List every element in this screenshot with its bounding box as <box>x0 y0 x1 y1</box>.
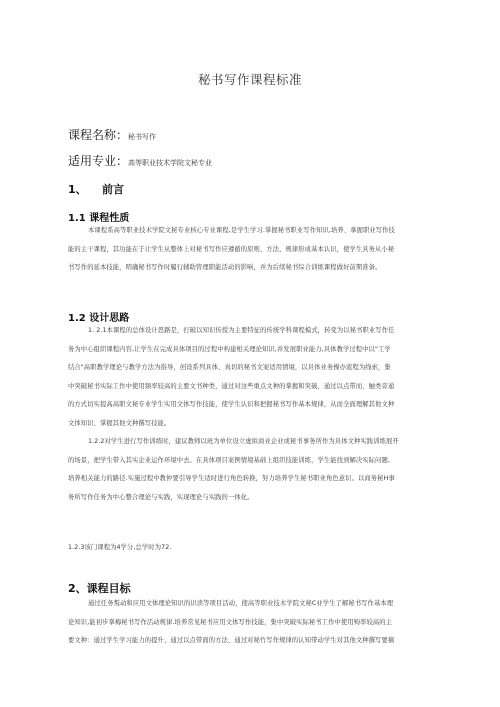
course-name-field <box>68 126 156 143</box>
text-line: 1.2.3该门课程为4学分,总学时为72. <box>68 544 172 551</box>
paragraph-design-2 <box>68 433 440 507</box>
text-line: 1.2.2对学生进行写作训练时，建议教师以班为单位设立虚拟商业企业或秘书事务所作为具体文种实践训练展开 <box>88 438 399 445</box>
section-number: 1.2 <box>68 313 86 324</box>
text-line: 的场景，把学生带入其实企业运作环境中去。在具体项目案例情境基础上组织技能训练，学生能找到解决实际问题, <box>68 456 390 464</box>
applicable-major-field <box>68 152 212 169</box>
text-line: 务为中心组织课程内容,让学生在完成具体项目的过程中构建相关理论知识,并发展职业能力,具体教学过程中以"工学 <box>68 345 391 353</box>
text-line: 结合"高职教学理论与教学方法为指导，创设系列具体、真切的秘书文案适用情境，以具体业务操办流程为线索，集 <box>68 364 391 372</box>
course-name-label: 课程名称： <box>68 128 129 142</box>
text-line: 书写作的延本技能，明确秘书写作时履行辅助管理职能活动的影响，并为后续秘书综合训练课程做好前期准备。 <box>68 264 382 272</box>
document-title: 秘书写作课程标准 <box>197 72 302 87</box>
section-title: 课程性质 <box>89 213 130 224</box>
section-title: 设计思路 <box>89 313 130 324</box>
text-line: 培养相关能力的路径.实施过程中教仲要引导学生适时进行角色转换，努力培养学生秘书职业角色意识。以商务秘H事 <box>68 475 395 483</box>
paragraph-design-1 <box>68 322 440 434</box>
text-line: 能的主干课程，其功能在于让学生从整体上对秘书写作应遵循的原则、方法、规律形成基本认识，使学生具务从小秘 <box>68 245 395 253</box>
text-line: 务所写作任务为中心整合理论与实践，实现理论与实践的一体化。 <box>68 493 254 501</box>
section-title: 前言 <box>102 183 124 196</box>
applicable-major-value: 高等职业技术学院文秘专业 <box>128 159 213 167</box>
section-heading-course-objectives <box>68 580 131 596</box>
text-line: 中突破秘书实际工作中使用频率较高的主要文书种类，通过对这些重点文种的掌握和突破，通过以点带而、触类旁通 <box>68 382 395 390</box>
paragraph-design-3 <box>68 539 440 558</box>
section-title: 课程目标 <box>86 582 131 595</box>
text-line: 要文种：通过学生学习能力的提升、通过以点带面的方法、通过对秘竹写作规律的认知带动学生对其他文种撰写要摘 <box>68 637 395 645</box>
text-line: 论知识,能初步掌梅秘书写作活动规律.培养常见秘书应用文体写作技能，集中突破实际秘书工作中使用殉率较高的主 <box>68 618 393 626</box>
section-number: 1.1 <box>68 213 86 224</box>
section-number: 2、 <box>68 582 87 595</box>
section-heading-preface <box>68 181 124 197</box>
text-line: 通过任务叛动和应用文体理论知识的识读等项目活动，使高等职业技术学院文秘C业学生了解秘书写作基本理 <box>88 600 394 607</box>
paragraph-course-objectives <box>68 595 440 651</box>
applicable-major-label: 适用专业： <box>68 154 129 168</box>
section-number: 1、 <box>68 183 87 196</box>
text-line: 的方式切实提高高职文秘专业学生实用文体写作技能，使学生认识和把握秘书写作基本规律，从而全面理解其他文种 <box>68 401 395 409</box>
course-name-value: 秘书写作 <box>128 133 157 141</box>
paragraph-course-nature <box>68 222 440 278</box>
text-line: 文体知识、掌握其他文种撰写技能。 <box>68 419 171 427</box>
text-line: 本课程系高等职业技术学院文秘专业核心专业课程,是学生学习.掌握秘书职业写作知识,培养、拿握职业写作技 <box>88 227 395 234</box>
text-line: 1. 2.1本课程的总体设计思路是，打破以知识传授为主要特征的传统学科课程模式，转变为以秘书职业写作任 <box>88 327 395 334</box>
